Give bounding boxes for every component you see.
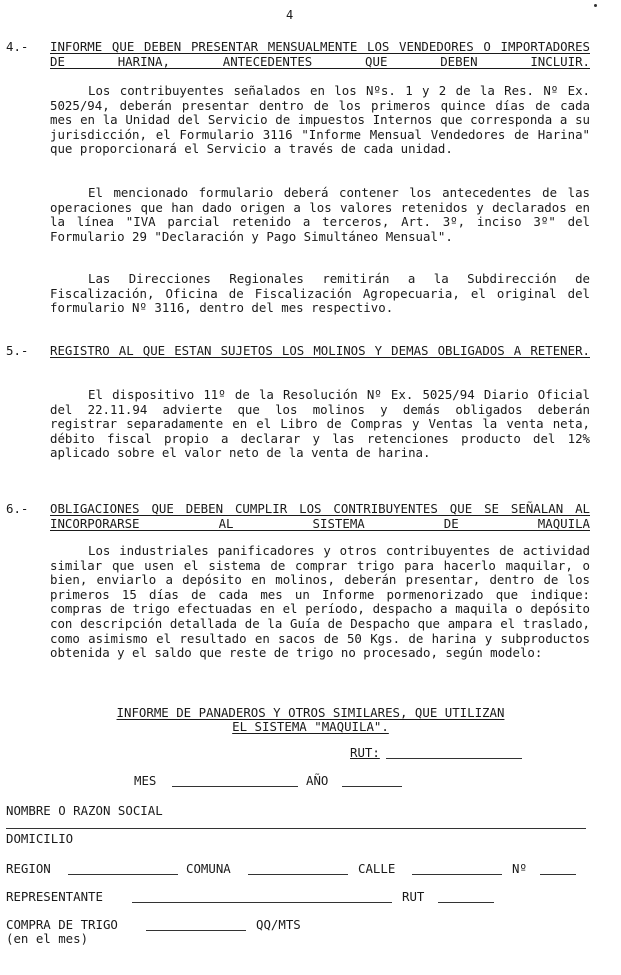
calle-field[interactable] — [412, 874, 502, 875]
page-number: 4 — [286, 8, 294, 22]
mes-label: MES — [134, 773, 157, 788]
section-6-number: 6.- — [6, 501, 29, 516]
region-label: REGION — [6, 861, 51, 876]
compra-label: COMPRA DE TRIGO — [6, 917, 118, 932]
scan-speck — [594, 4, 597, 7]
numero-label: Nº — [512, 861, 527, 876]
section-4-paragraph-2: El mencionado formulario deberá contener los antecedentes de las operaciones que han dado origen a los valores retenidos y declarados en la línea "IVA parcial retenido a terceros, Art. 3º, inciso 3º" del Formulario 29 "Declaración y Pago Simultáneo Mensual". — [50, 185, 590, 244]
rut-field[interactable] — [386, 758, 522, 759]
section-5-number: 5.- — [6, 343, 29, 358]
section-6-heading: OBLIGACIONES QUE DEBEN CUMPLIR LOS CONTRIBUYENTES QUE SE SEÑALAN AL INCORPORARSE AL SISTEMA DE MAQUILA — [50, 501, 590, 531]
rut-label: RUT: — [350, 745, 380, 760]
form-title-line-2: EL SISTEMA "MAQUILA". — [232, 719, 389, 734]
comuna-label: COMUNA — [186, 861, 231, 876]
mes-field[interactable] — [172, 786, 298, 787]
ano-label: AÑO — [306, 773, 329, 788]
rut-2-field[interactable] — [438, 902, 494, 903]
section-4-paragraph-3: Las Direcciones Regionales remitirán a la Subdirección de Fiscalización, Oficina de Fiscalización Agropecuaria, el original del formulario Nº 3116, dentro del mes respectivo. — [50, 271, 590, 316]
calle-label: CALLE — [358, 861, 396, 876]
representante-field[interactable] — [132, 902, 392, 903]
section-4-number: 4.- — [6, 39, 29, 54]
rut-2-label: RUT — [402, 889, 425, 904]
section-5-heading: REGISTRO AL QUE ESTAN SUJETOS LOS MOLINOS Y DEMAS OBLIGADOS A RETENER. — [50, 343, 590, 358]
compra-unit: QQ/MTS — [256, 917, 301, 932]
form-title-line-1: INFORME DE PANADEROS Y OTROS SIMILARES, QUE UTILIZAN — [116, 705, 505, 720]
numero-field[interactable] — [540, 874, 576, 875]
nombre-label: NOMBRE O RAZON SOCIAL — [6, 803, 163, 818]
section-4-heading: INFORME QUE DEBEN PRESENTAR MENSUALMENTE LOS VENDEDORES O IMPORTADORES DE HARINA, ANTECEDENTES QUE DEBEN INCLUIR. — [50, 39, 590, 69]
section-5-paragraph-1: El dispositivo 11º de la Resolución Nº Ex. 5025/94 Diario Oficial del 22.11.94 advierte que los molinos y demás obligados deberán registrar separadamente en el Libro de Compras y Ventas la venta neta, débito fiscal propio a declarar y las retenciones producto del 12% aplicado sobre el valor neto de la venta de harina. — [50, 387, 590, 461]
comuna-field[interactable] — [248, 874, 348, 875]
section-6-paragraph-1: Los industriales panificadores y otros contribuyentes de actividad similar que usen el sistema de comprar trigo para hacerlo maquilar, o bien, enviarlo a depósito en molinos, deberán presentar, dentro de los primeros 15 días de cada mes un Informe pormenorizado que indique: compras de trigo efectuadas en el período, despacho a maquila o depósito con descripción detallada de la Guía de Despacho que ampara el traslado, como asimismo el resultado en sacos de 50 Kgs. de harina y subproductos obtenida y el saldo que reste de trigo no procesado, según modelo: — [50, 543, 590, 661]
nombre-field[interactable] — [6, 828, 586, 829]
ano-field[interactable] — [342, 786, 402, 787]
region-field[interactable] — [68, 874, 178, 875]
domicilio-label: DOMICILIO — [6, 831, 74, 846]
compra-field[interactable] — [146, 930, 246, 931]
compra-note: (en el mes) — [6, 931, 89, 946]
representante-label: REPRESENTANTE — [6, 889, 103, 904]
section-4-paragraph-1: Los contribuyentes señalados en los Nºs. 1 y 2 de la Res. Nº Ex. 5025/94, deberán presentar dentro de los primeros quince días de cada mes en la Unidad del Servicio de impuestos Internos que corresponda a su jurisdicción, el Formulario 3116 "Informe Mensual Vendedores de Harina" que proporcionará el Servicio a través de cada unidad. — [50, 83, 590, 157]
